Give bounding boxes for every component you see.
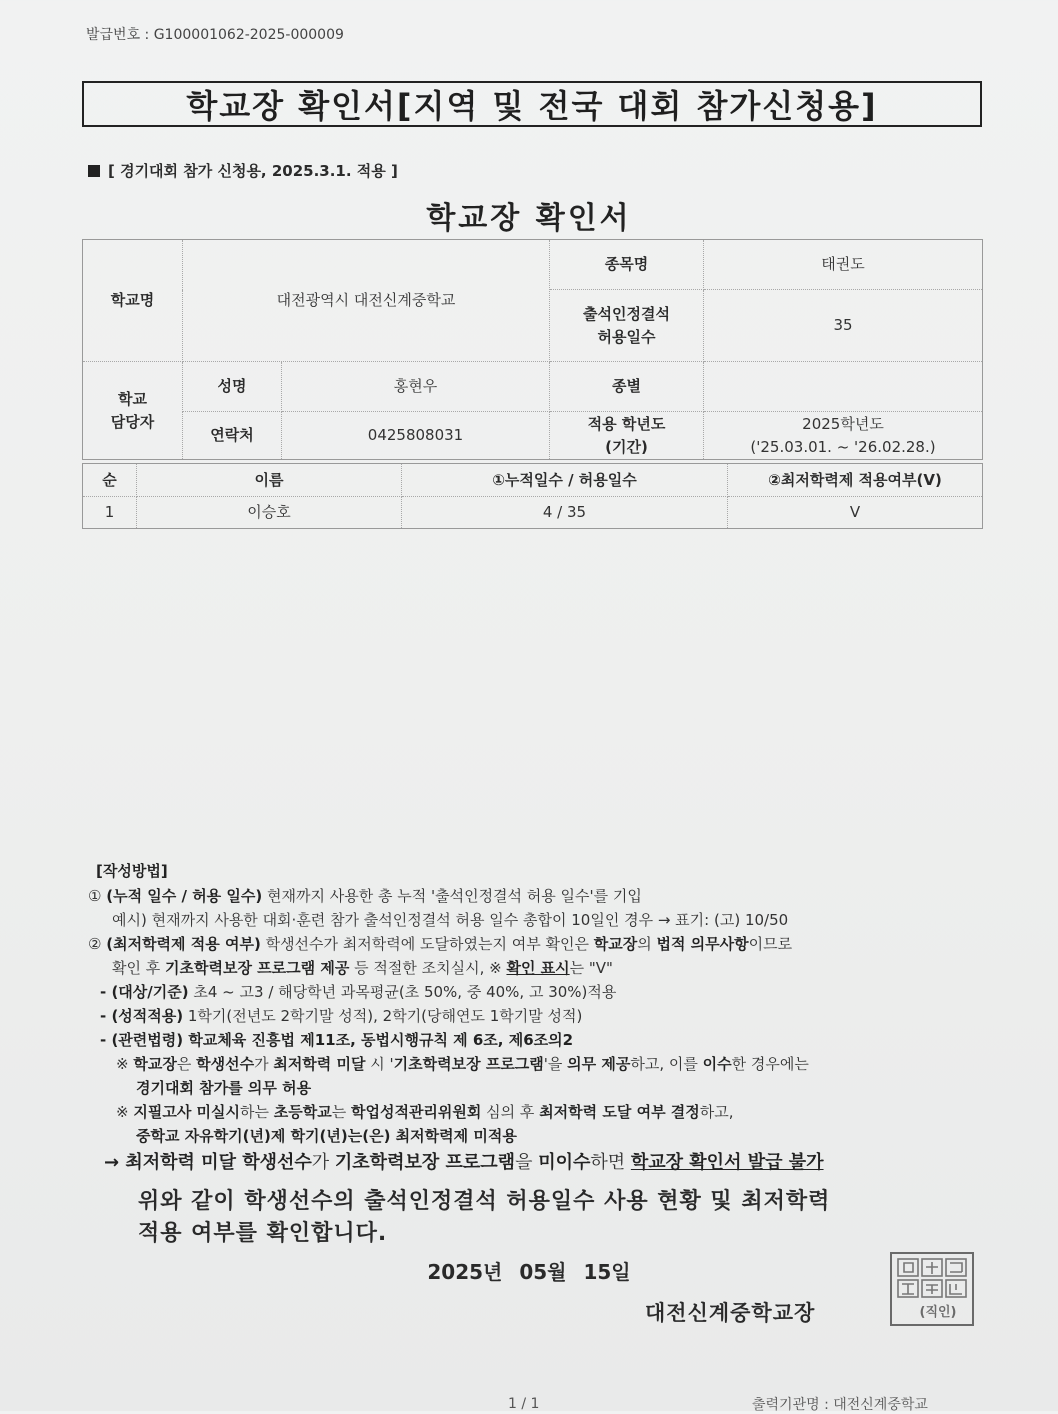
- row-no: 1: [83, 497, 137, 529]
- category-value: [704, 362, 983, 412]
- instruction-line-1: ① (누적 일수 / 허용 일수) 현재까지 사용한 총 누적 '출석인정결석 허용 일수'를 기입: [88, 887, 642, 905]
- info-table: [82, 239, 983, 460]
- row-name: 이승호: [137, 497, 402, 529]
- seal-text: (직인): [919, 1305, 957, 1320]
- phone-label: 연락처: [183, 412, 282, 460]
- allowed-days-label: [550, 290, 704, 362]
- table-row: [83, 497, 983, 529]
- school-name-label: 학교명: [83, 240, 183, 362]
- row-days: 4 / 35: [402, 497, 728, 529]
- year-label: [550, 412, 704, 460]
- year-label-line2: (기간): [605, 437, 648, 456]
- name-label: 성명: [183, 362, 282, 412]
- contact-person-label-line2: 담당자: [110, 412, 155, 431]
- instruction-line-5: - (대상/기준) 초4 ~ 고3 / 해당학년 과목평균(초 50%, 중 40%, 고 30%)적용: [100, 983, 617, 1001]
- allowed-days-label-line2: 허용일수: [597, 327, 656, 346]
- instruction-line-12: → 최저학력 미달 학생선수가 기초학력보장 프로그램을 미이수하면 학교장 확인서 발급 불가: [104, 1152, 824, 1173]
- year-label-line1: 적용 학년도: [587, 415, 666, 433]
- instruction-line-8: ※ 학교장은 학생선수가 최저학력 미달 시 '기초학력보장 프로그램'을 의무 제공하고, 이를 이수한 경우에는: [116, 1055, 809, 1073]
- confirmation-line-2: 적용 여부를 확인합니다.: [138, 1220, 388, 1246]
- confirmation-text: [138, 1186, 938, 1250]
- column-header-applied: ②최저학력제 적용여부(V): [728, 464, 983, 497]
- column-header-days: ①누적일수 / 허용일수: [402, 464, 728, 497]
- seal-graphic: [892, 1254, 972, 1324]
- instructions-title: [작성방법]: [96, 862, 168, 880]
- instruction-line-9: 경기대회 참가를 의무 허용: [136, 1079, 312, 1097]
- instruction-line-7: - (관련법령) 학교체육 진흥법 제11조, 동법시행규칙 제 6조, 제6조의2: [100, 1031, 574, 1049]
- category-label: 종별: [550, 362, 704, 412]
- document-title: 학교장 확인서[지역 및 전국 대회 참가신청용]: [82, 81, 982, 127]
- student-table: [82, 463, 983, 529]
- phone-value: 0425808031: [282, 412, 550, 460]
- contact-person-label: [83, 362, 183, 460]
- notice-line: [88, 160, 398, 181]
- issuer-info: 출력기관명 : 대전신계중학교: [752, 1397, 928, 1413]
- page-title: 학교장 확인서: [426, 201, 632, 236]
- contact-person-label-line1: 학교: [118, 390, 147, 408]
- year-value-line1: 2025학년도: [802, 415, 884, 433]
- instruction-line-4: 확인 후 기초학력보장 프로그램 제공 등 적절한 조치실시, ※ 확인 표시는 "V": [112, 959, 613, 977]
- instruction-line-6: - (성적적용) 1학기(전년도 2학기말 성적), 2학기(당해연도 1학기말 성적): [100, 1007, 583, 1025]
- column-header-no: 순: [83, 464, 137, 497]
- official-seal-icon: [890, 1252, 974, 1326]
- year-value-line2: ('25.03.01. ~ '26.02.28.): [750, 437, 936, 456]
- instruction-line-2: 예시) 현재까지 사용한 대회·훈련 참가 출석인정결석 허용 일수 총합이 10일인 경우 → 표기: (고) 10/50: [112, 911, 789, 929]
- column-header-name: 이름: [137, 464, 402, 497]
- issue-date: 2025년 05월 15일: [427, 1260, 631, 1284]
- notice-text: [ 경기대회 참가 신청용, 2025.3.1. 적용 ]: [108, 162, 398, 180]
- issue-number: 발급번호 : G100001062-2025-000009: [86, 27, 344, 43]
- principal-title: 대전신계중학교장: [645, 1301, 816, 1325]
- instruction-line-3: ② (최저학력제 적용 여부) 학생선수가 최저학력에 도달하였는지 여부 확인은 학교장의 법적 의무사항이므로: [88, 935, 793, 953]
- year-value: [704, 412, 983, 460]
- row-applied: V: [728, 497, 983, 529]
- confirmation-line-1: 위와 같이 학생선수의 출석인정결석 허용일수 사용 현황 및 최저학력: [138, 1189, 831, 1214]
- instruction-line-11: 중학교 자유학기(년)제 학기(년)는(은) 최저학력제 미적용: [136, 1127, 517, 1145]
- page-number: 1 / 1: [508, 1396, 540, 1412]
- event-value: 태권도: [704, 240, 983, 290]
- name-value: 홍현우: [282, 362, 550, 412]
- allowed-days-value: 35: [704, 290, 983, 362]
- allowed-days-label-line1: 출석인정결석: [583, 305, 670, 323]
- bullet-square-icon: [88, 165, 100, 177]
- event-label: 종목명: [550, 240, 704, 290]
- school-name-value: 대전광역시 대전신계중학교: [183, 240, 550, 362]
- instruction-line-10: ※ 지필고사 미실시하는 초등학교는 학업성적관리위원회 심의 후 최저학력 도달 여부 결정하고,: [116, 1103, 734, 1121]
